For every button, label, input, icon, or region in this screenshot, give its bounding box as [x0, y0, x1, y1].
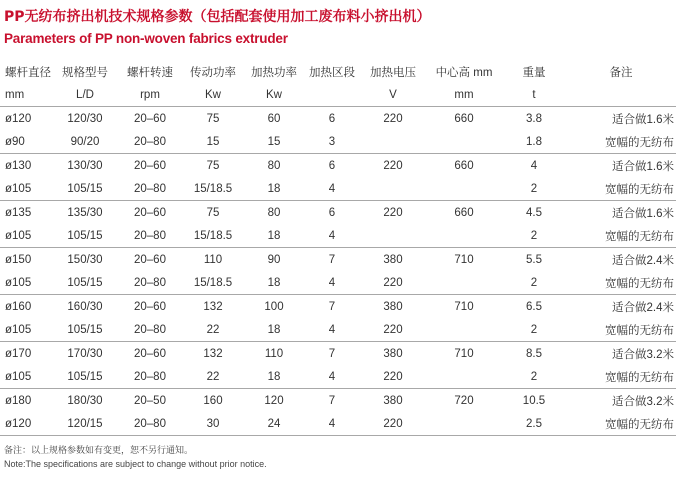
units-row — [0, 83, 676, 107]
table-cell: 2.5 — [502, 412, 566, 436]
table-cell: 24 — [244, 412, 304, 436]
table-cell: 4 — [328, 229, 336, 242]
table-row — [0, 248, 676, 272]
table-cell — [426, 130, 502, 154]
table-cell — [426, 177, 502, 201]
table-cell — [426, 412, 502, 436]
table-cell: 3 — [328, 135, 336, 148]
table-cell: 宽幅的无纺布 — [605, 136, 674, 149]
table-cell: 18 — [267, 370, 281, 383]
table-row — [0, 224, 676, 248]
table-cell: 20–80 — [134, 276, 166, 289]
table-cell: ø160 — [0, 295, 52, 319]
table-row — [0, 342, 676, 366]
table-cell: 20–80 — [134, 323, 166, 336]
table-cell: ø120 — [0, 412, 52, 436]
unit-cell — [566, 83, 676, 107]
table-cell: 6 — [304, 154, 360, 178]
table-cell — [426, 365, 502, 389]
table-cell: 15 — [206, 135, 220, 148]
header-cell: 传动功率 — [190, 66, 236, 79]
table-cell: 710 — [426, 248, 502, 272]
table-cell: 60 — [244, 107, 304, 131]
table-cell: 7 — [304, 295, 360, 319]
table-cell: 2 — [530, 323, 538, 336]
table-cell: 3.8 — [502, 107, 566, 131]
table-cell: 220 — [360, 201, 426, 225]
table-cell: 20–60 — [118, 154, 182, 178]
table-cell: 2 — [530, 182, 538, 195]
table-cell: 660 — [426, 201, 502, 225]
table-cell: 135/30 — [52, 201, 118, 225]
table-cell: 7 — [304, 342, 360, 366]
table-cell: 220 — [383, 276, 403, 289]
table-cell: 220 — [383, 370, 403, 383]
table-cell: 宽幅的无纺布 — [605, 277, 674, 290]
table-cell: 20–80 — [118, 412, 182, 436]
table-cell: 15/18.5 — [193, 229, 233, 242]
table-cell: 15 — [267, 135, 281, 148]
table-row — [0, 177, 676, 201]
header-cell: 螺杆直径 — [5, 66, 51, 79]
table-cell: 150/30 — [52, 248, 118, 272]
table-cell: 宽幅的无纺布 — [605, 230, 674, 243]
table-row — [0, 412, 676, 436]
table-cell: 2 — [530, 229, 538, 242]
table-cell: 380 — [360, 389, 426, 413]
table-cell: 宽幅的无纺布 — [605, 324, 674, 337]
table-cell: 20–60 — [118, 295, 182, 319]
table-cell: 105/15 — [67, 370, 103, 383]
table-cell: 4 — [502, 154, 566, 178]
table-cell: 20–80 — [134, 135, 166, 148]
header-cell: 加热区段 — [309, 66, 355, 79]
table-cell: 80 — [244, 154, 304, 178]
table-cell: 170/30 — [52, 342, 118, 366]
table-cell: 105/15 — [67, 229, 103, 242]
table-cell: 适合做1.6米 — [566, 201, 676, 225]
table-cell: ø105 — [5, 182, 32, 195]
table-cell: 适合做2.4米 — [566, 295, 676, 319]
table-cell: ø170 — [0, 342, 52, 366]
table-cell: 宽幅的无纺布 — [566, 412, 676, 436]
table-cell: 75 — [182, 107, 244, 131]
table-cell: 适合做1.6米 — [566, 154, 676, 178]
table-cell — [360, 177, 426, 201]
table-cell: ø105 — [5, 323, 32, 336]
table-cell: 7 — [304, 248, 360, 272]
unit-cell — [304, 83, 360, 107]
table-cell: 18 — [267, 229, 281, 242]
table-row — [0, 130, 676, 154]
table-row — [0, 271, 676, 295]
table-cell: ø105 — [5, 229, 32, 242]
table-cell: 22 — [206, 323, 220, 336]
table-cell: 130/30 — [52, 154, 118, 178]
table-cell: ø150 — [0, 248, 52, 272]
table-cell: 20–60 — [118, 248, 182, 272]
table-cell: 15/18.5 — [193, 276, 233, 289]
header-cell: 加热电压 — [370, 66, 416, 79]
unit-cell: Kw — [266, 88, 282, 101]
table-cell: 15/18.5 — [193, 182, 233, 195]
table-cell: 710 — [426, 342, 502, 366]
table-cell: 6 — [304, 201, 360, 225]
table-cell: 160 — [182, 389, 244, 413]
unit-cell: mm — [5, 88, 25, 101]
table-cell: 6.5 — [502, 295, 566, 319]
table-cell: 660 — [426, 154, 502, 178]
table-cell: ø135 — [0, 201, 52, 225]
table-cell: 适合做2.4米 — [566, 248, 676, 272]
table-cell: 220 — [383, 323, 403, 336]
table-row — [0, 389, 676, 413]
table-cell — [360, 130, 426, 154]
table-cell: 105/15 — [67, 276, 103, 289]
table-cell: 20–60 — [118, 201, 182, 225]
table-cell: 22 — [206, 370, 220, 383]
table-cell: 20–80 — [134, 229, 166, 242]
table-cell: 18 — [267, 276, 281, 289]
table-cell: 7 — [304, 389, 360, 413]
table-cell: 380 — [360, 248, 426, 272]
table-cell: 宽幅的无纺布 — [605, 371, 674, 384]
table-row — [0, 365, 676, 389]
header-cell: 规格型号 — [62, 66, 108, 79]
table-cell: 4 — [328, 276, 336, 289]
table-cell: 90 — [244, 248, 304, 272]
table-cell: 720 — [426, 389, 502, 413]
table-row — [0, 107, 676, 131]
header-cell: 螺杆转速 — [127, 66, 173, 79]
table-cell — [426, 271, 502, 295]
table-cell: 220 — [360, 107, 426, 131]
table-cell: 4.5 — [502, 201, 566, 225]
table-cell: 适合做3.2米 — [566, 342, 676, 366]
table-cell: 18 — [267, 323, 281, 336]
table-cell: 适合做3.2米 — [566, 389, 676, 413]
table-cell: ø105 — [5, 370, 32, 383]
unit-cell: t — [532, 88, 536, 101]
table-cell: 132 — [182, 342, 244, 366]
table-cell: 75 — [182, 201, 244, 225]
table-cell: 160/30 — [52, 295, 118, 319]
table-cell: 18 — [267, 182, 281, 195]
table-cell: 适合做1.6米 — [566, 107, 676, 131]
table-cell: 660 — [426, 107, 502, 131]
table-cell: 100 — [244, 295, 304, 319]
table-cell: 380 — [360, 342, 426, 366]
table-cell: 80 — [244, 201, 304, 225]
table-cell: 120/30 — [52, 107, 118, 131]
table-cell — [360, 224, 426, 248]
title-english: Parameters of PP non-woven fabrics extruder — [4, 31, 288, 46]
table-cell: 20–60 — [118, 107, 182, 131]
table-row — [0, 295, 676, 319]
table-cell: 4 — [328, 370, 336, 383]
table-cell: 90/20 — [70, 135, 100, 148]
table-cell: 6 — [304, 107, 360, 131]
table-cell: 5.5 — [502, 248, 566, 272]
table-cell — [426, 318, 502, 342]
table-cell: 8.5 — [502, 342, 566, 366]
table-cell: 2 — [530, 276, 538, 289]
table-row — [0, 318, 676, 342]
header-cell: 备注 — [609, 66, 633, 79]
table-cell: 宽幅的无纺布 — [605, 183, 674, 196]
header-cell: 重量 — [522, 66, 546, 79]
table-cell: ø180 — [0, 389, 52, 413]
table-cell: 20–80 — [134, 370, 166, 383]
footnote-chinese: 备注：以上规格参数如有变更，恕不另行通知。 — [4, 445, 194, 455]
table-cell: 110 — [244, 342, 304, 366]
table-row — [0, 154, 676, 178]
table-cell: 110 — [182, 248, 244, 272]
table-cell: 4 — [328, 182, 336, 195]
table-cell: 20–80 — [134, 182, 166, 195]
table-cell: ø120 — [0, 107, 52, 131]
table-cell: 380 — [360, 295, 426, 319]
title-chinese: PP无纺布挤出机技术规格参数（包括配套使用加工废布料小挤出机） — [4, 9, 431, 25]
table-cell: 180/30 — [52, 389, 118, 413]
unit-cell: Kw — [205, 88, 221, 101]
footnote-english: Note:The specifications are subject to change without prior notice. — [4, 459, 267, 469]
unit-cell: V — [389, 88, 397, 101]
table-cell: 105/15 — [67, 323, 103, 336]
table-cell: ø130 — [0, 154, 52, 178]
table-row — [0, 201, 676, 225]
table-cell: 220 — [360, 412, 426, 436]
table-cell: 4 — [304, 412, 360, 436]
header-row — [0, 60, 676, 83]
unit-cell: rpm — [140, 88, 160, 101]
table-cell: 10.5 — [502, 389, 566, 413]
table-cell: 20–50 — [118, 389, 182, 413]
table-cell: 4 — [328, 323, 336, 336]
header-cell: 中心高 mm — [435, 66, 493, 79]
table-cell: 75 — [182, 154, 244, 178]
table-cell: 1.8 — [526, 135, 542, 148]
table-cell: 710 — [426, 295, 502, 319]
table-cell: 20–60 — [118, 342, 182, 366]
table-cell: ø105 — [5, 276, 32, 289]
table-cell: 2 — [530, 370, 538, 383]
table-cell — [426, 224, 502, 248]
unit-cell: L/D — [76, 88, 94, 101]
table-cell: 120 — [244, 389, 304, 413]
spec-table — [0, 60, 676, 436]
table-cell: 132 — [182, 295, 244, 319]
table-cell: 30 — [182, 412, 244, 436]
header-cell: 加热功率 — [251, 66, 297, 79]
table-cell: ø90 — [5, 135, 25, 148]
unit-cell: mm — [454, 88, 474, 101]
table-cell: 220 — [360, 154, 426, 178]
table-cell: 120/15 — [52, 412, 118, 436]
table-cell: 105/15 — [67, 182, 103, 195]
